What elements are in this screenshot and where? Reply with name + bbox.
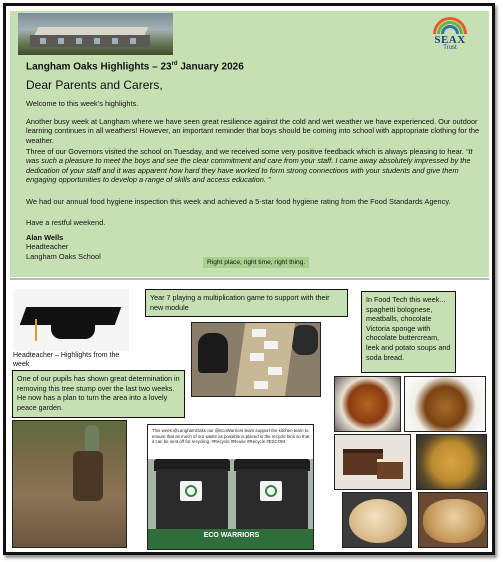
seax-trust-logo	[429, 17, 471, 53]
tree-stump-box: One of our pupils has shown great determination in removing this tree stump over the last two weeks. He now has a plan to turn the area into a lovely peace garden.	[12, 370, 185, 418]
letter-panel	[10, 11, 489, 277]
year7-caption-box: Year 7 playing a multiplication game to support with their new module	[145, 289, 348, 317]
recycle-icon	[185, 485, 197, 497]
signature-school: Langham Oaks School	[26, 251, 101, 261]
leek-potato-soup-photo	[416, 434, 487, 490]
welcome-paragraph: Welcome to this week’s highlights.	[26, 99, 139, 108]
headteacher-caption: Headteacher – Highlights from the week	[13, 352, 120, 368]
spaghetti-photo	[334, 376, 401, 432]
eco-warriors-post	[147, 424, 314, 550]
eco-warriors-banner: ECO WARRIORS	[148, 529, 314, 550]
hygiene-paragraph: We had our annual food hygiene inspection this week and achieved a 5-star food hygiene rating from the Food Standards Agency.	[26, 197, 451, 206]
logo-name: SEAX	[434, 34, 466, 46]
recycling-bins-photo	[148, 459, 314, 550]
logo-sub: Trust	[443, 45, 457, 51]
weather-paragraph: Another busy week at Langham where we have seen great resilience against the cold and wet weather we have experienced. Our outdoor learning continues in all weathers! However, an important reminder that boys should be coming into school with appropriate clothing for the weather.	[26, 117, 480, 145]
school-building-photo	[18, 13, 173, 55]
chocolate-sponge-photo	[334, 434, 411, 490]
food-tech-box: In Food Tech this week... spaghetti bolognese, meatballs, chocolate Victoria sponge with chocolate buttercream, leek and potato soups and soda bread.	[361, 291, 456, 373]
tweet-text: This week @LanghamOaks our @EcoWarriors team support the kitchen team to ensure that as much of our waste as possible is placed in the recycle bins so that it can be sent off for recycling. #Recycle #Reuse #Recycle #ESCOM	[152, 428, 310, 445]
governors-paragraph: Three of our Governors visited the school on Tuesday, and we received some very positive feedback which is always pleasing to hear. “It was such a pleasure to meet the boys and see the clear commitment and care from your staff. I came away absolutely impressed by the dedication of your staff and it was apparent how hard they have worked to form strong connections with your students and give them engaging opportunities to develop a range of skills and access education. ”	[26, 147, 473, 185]
closing-paragraph: Have a restful weekend.	[26, 218, 106, 227]
classroom-game-photo	[191, 322, 321, 397]
signature-role: Headteacher	[26, 242, 69, 252]
bolognese-photo	[404, 376, 486, 432]
greeting: Dear Parents and Carers,	[26, 78, 163, 92]
school-motto: Right place, right time, right thing.	[203, 257, 309, 268]
soda-bread-photo-2	[418, 492, 488, 548]
recycle-icon	[265, 485, 277, 497]
newsletter-page	[3, 3, 495, 555]
graduation-cap-image	[13, 289, 129, 351]
soda-bread-photo-1	[342, 492, 412, 548]
newsletter-title: Langham Oaks Highlights – 23rd January 2026	[26, 61, 244, 73]
tree-stump-photo	[12, 420, 127, 548]
signature-name: Alan Wells	[26, 233, 64, 242]
signature	[26, 233, 101, 261]
governors-quote: “It was such a pleasure to meet the boys and see the clear commitment and care from your staff. I came away absolutely impressed by the dedication of your staff and it was apparent how hard they have worked to form strong connections with your students and give them engaging opportunities to develop a range of skills and access education. ”	[26, 147, 473, 185]
section-divider	[10, 278, 489, 280]
